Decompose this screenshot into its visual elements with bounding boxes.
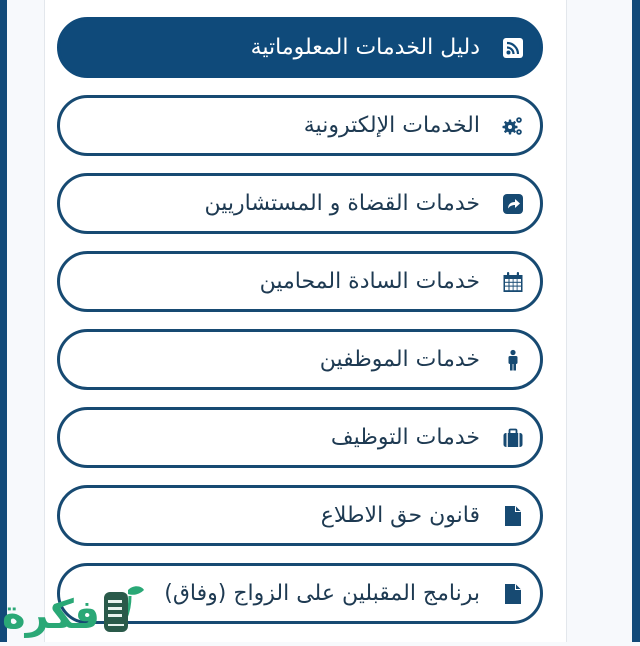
menu-item-judges-services[interactable] [57,173,543,234]
share-square-icon [502,193,524,215]
watermark [0,582,160,642]
rss-icon [502,37,524,59]
menu-item-label: خدمات القضاة و المستشاريين [204,191,480,216]
gears-icon [502,115,524,137]
menu-item-label: خدمات التوظيف [330,425,480,450]
watermark-logo-icon [100,582,150,642]
menu-item-label: خدمات السادة المحامين [259,269,480,294]
file-icon [502,583,524,605]
menu-item-recruitment-services[interactable] [57,407,543,468]
menu-item-lawyers-services[interactable] [57,251,543,312]
services-menu [57,17,543,641]
left-edge-bar [0,0,7,642]
person-icon [502,349,524,371]
menu-item-info-services-guide[interactable] [57,17,543,78]
menu-item-electronic-services[interactable] [57,95,543,156]
menu-item-label: الخدمات الإلكترونية [303,113,480,138]
menu-panel [45,0,566,642]
menu-item-employees-services[interactable] [57,329,543,390]
menu-item-right-to-access-law[interactable] [57,485,543,546]
right-gutter [566,0,633,642]
menu-item-label: دليل الخدمات المعلوماتية [250,35,480,60]
menu-item-label: برنامج المقبلين على الزواج (وفاق) [164,581,480,606]
briefcase-icon [502,427,524,449]
right-edge-bar [632,0,640,642]
file-icon [502,505,524,527]
calendar-icon [502,271,524,293]
watermark-text: فكرة [2,592,100,638]
left-gutter [7,0,45,642]
menu-item-label: قانون حق الاطلاع [320,503,480,528]
menu-item-label: خدمات الموظفين [319,347,480,372]
